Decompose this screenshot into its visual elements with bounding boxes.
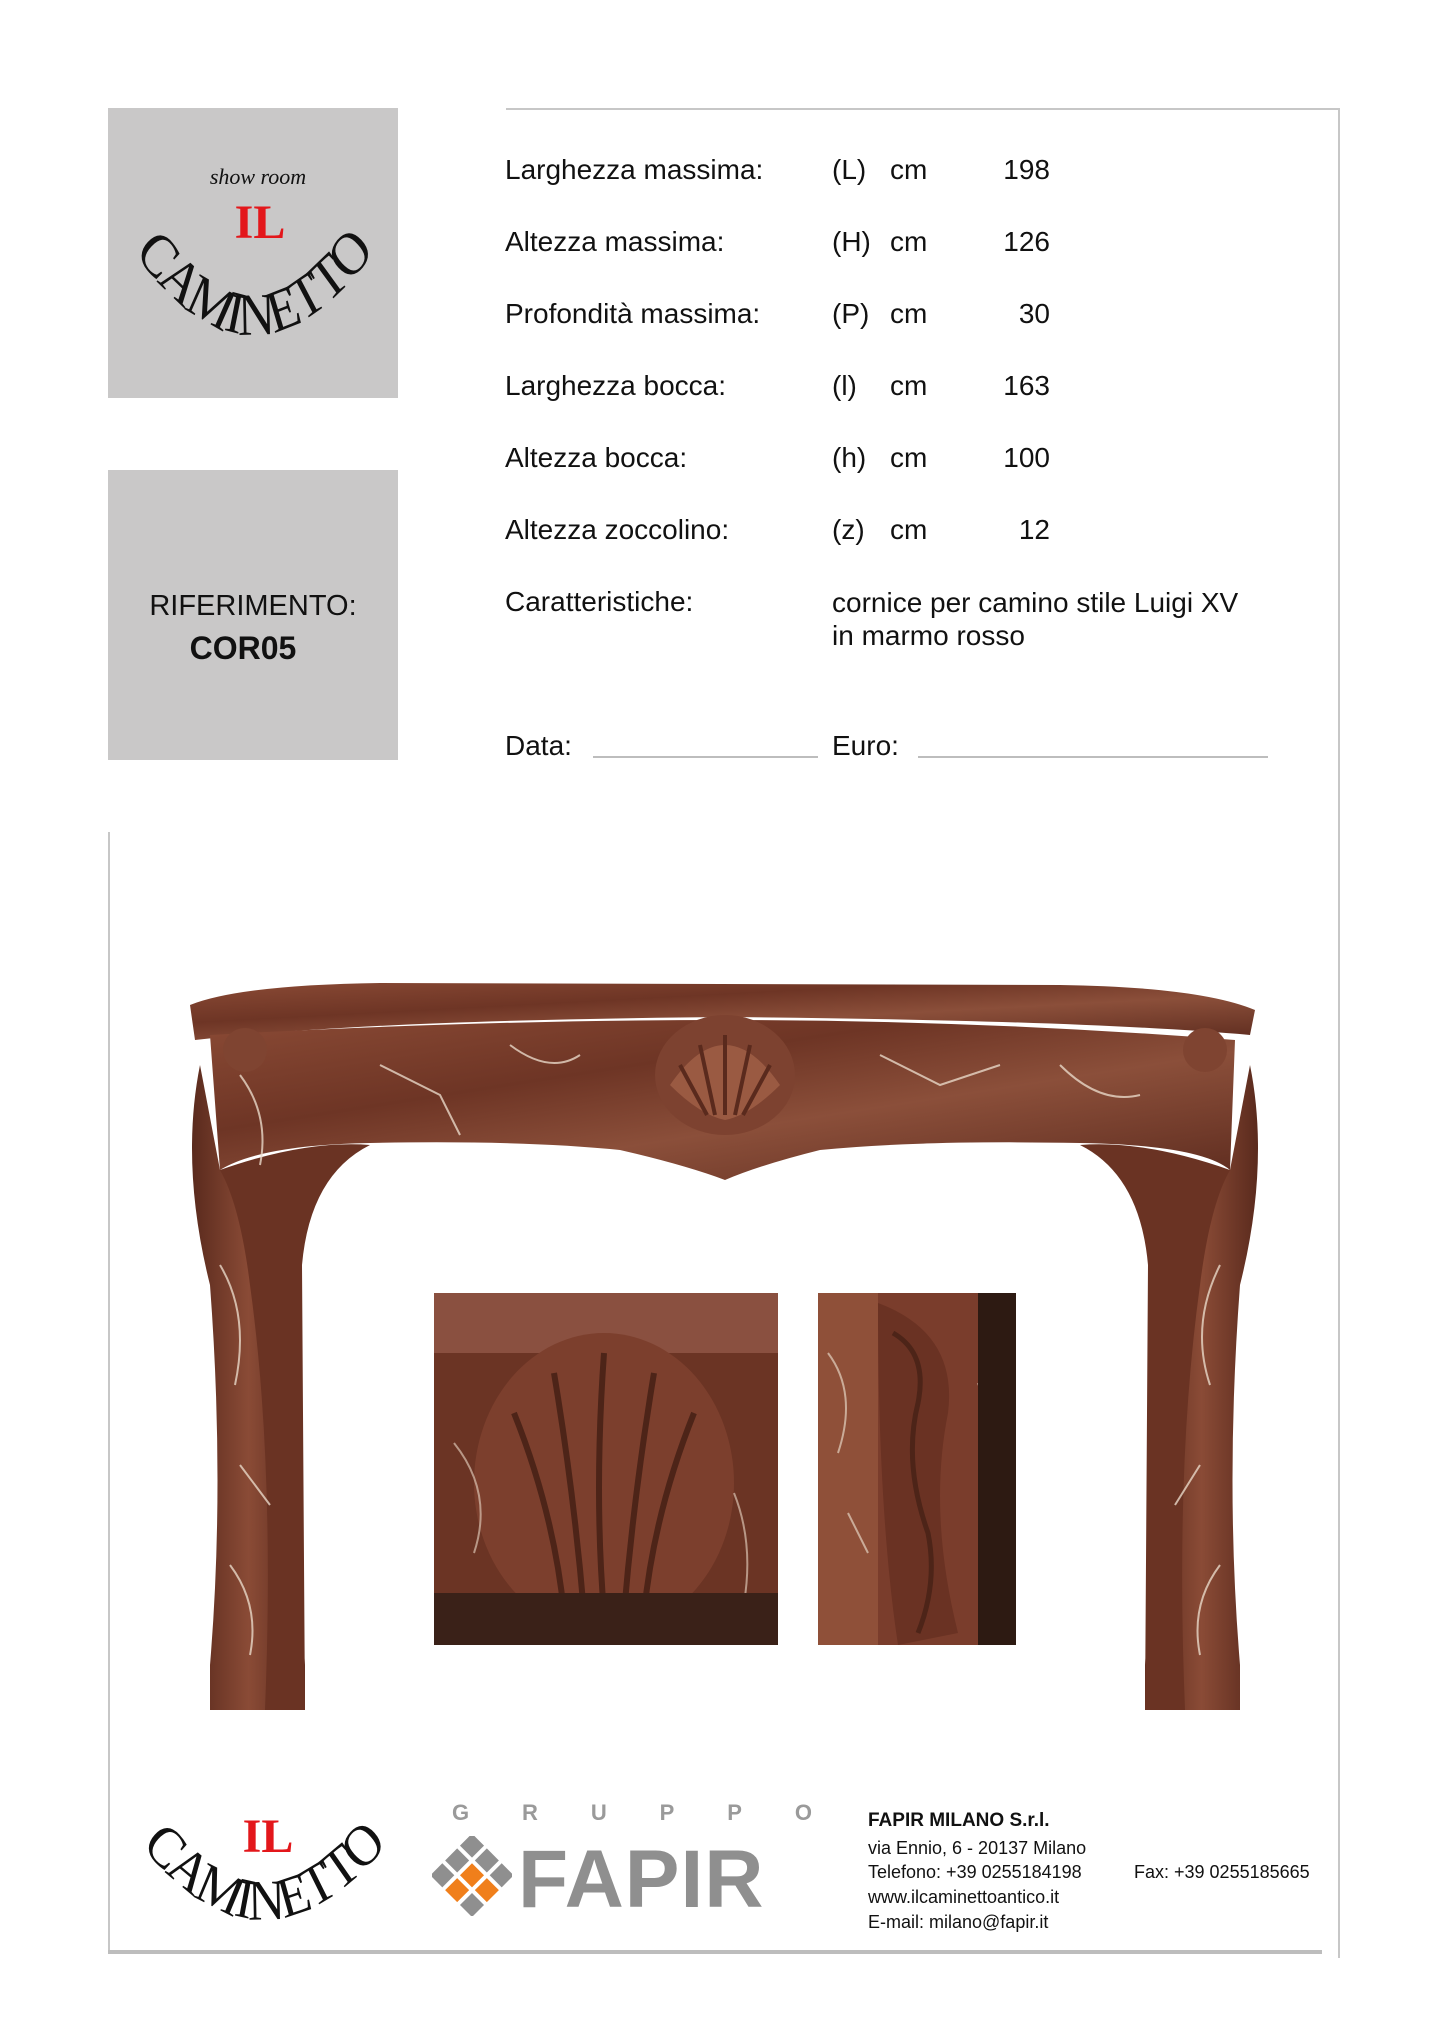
gruppo-letter: G xyxy=(452,1800,470,1825)
spec-label: Profondità massima: xyxy=(505,298,761,329)
right-scroll-ornament xyxy=(1183,1028,1227,1072)
spec-value: 30 xyxy=(1018,298,1050,329)
spec-label: Altezza bocca: xyxy=(505,442,688,473)
features-line-1: cornice per camino stile Luigi XV xyxy=(832,587,1239,618)
spec-unit: cm xyxy=(890,226,928,257)
footer-logo-il: IL xyxy=(242,1810,294,1863)
spec-symbol: (H) xyxy=(832,226,871,257)
detail-photo-shell xyxy=(434,1293,778,1645)
spec-symbol: (L) xyxy=(832,154,867,185)
footer-logo-caminetto: CAMINETTO xyxy=(133,1809,395,1933)
company-email[interactable]: E-mail: milano@fapir.it xyxy=(868,1912,1049,1932)
frame-right-line xyxy=(1338,108,1340,1958)
footer-il-caminetto-logo xyxy=(118,1800,408,1950)
gruppo-letter: U xyxy=(590,1800,607,1825)
spec-value: 100 xyxy=(1003,442,1050,473)
price-label: Euro: xyxy=(832,730,899,761)
reference-code: COR05 xyxy=(189,630,297,666)
gruppo-lettering xyxy=(452,1800,812,1826)
frame-left-line xyxy=(108,832,110,1952)
showroom-logo-panel xyxy=(108,108,398,398)
fapir-diamond-icon xyxy=(432,1836,512,1916)
date-label: Data: xyxy=(505,730,572,761)
gruppo-letter: O xyxy=(794,1800,812,1825)
spec-unit: cm xyxy=(890,154,928,185)
spec-value: 163 xyxy=(1003,370,1050,401)
frame-top-line xyxy=(506,108,1340,110)
footer-right-line xyxy=(1338,1808,1340,1958)
spec-unit: cm xyxy=(890,370,928,401)
left-scroll-ornament xyxy=(223,1028,267,1072)
company-fax: Fax: +39 0255185665 xyxy=(1134,1862,1310,1882)
spec-symbol: (z) xyxy=(832,514,865,545)
gruppo-fapir-logo xyxy=(432,1800,832,1950)
company-phone: Telefono: +39 0255184198 xyxy=(868,1862,1082,1882)
price-field-line[interactable] xyxy=(918,756,1268,758)
spec-unit: cm xyxy=(890,298,928,329)
spec-symbol: (P) xyxy=(832,298,870,329)
company-name: FAPIR MILANO S.r.l. xyxy=(868,1810,1050,1831)
fapir-wordmark: FAPIR xyxy=(518,1834,765,1925)
company-website[interactable]: www.ilcaminettoantico.it xyxy=(868,1887,1060,1907)
spec-value: 198 xyxy=(1003,154,1050,185)
frame-bottom-line xyxy=(108,1950,1322,1954)
logo-caminetto: CAMINETTO xyxy=(125,217,383,349)
spec-value: 126 xyxy=(1003,226,1050,257)
logo-tagline: show room xyxy=(209,164,307,189)
spec-unit: cm xyxy=(890,442,928,473)
features-description xyxy=(832,586,1342,652)
logo-il: IL xyxy=(234,196,286,249)
features-label: Caratteristiche: xyxy=(505,586,694,617)
spec-label: Altezza zoccolino: xyxy=(505,514,730,545)
spec-unit: cm xyxy=(890,514,928,545)
spec-label: Larghezza massima: xyxy=(505,154,764,185)
reference-label: RIFERIMENTO: xyxy=(149,590,357,622)
spec-label: Altezza massima: xyxy=(505,226,725,257)
carved-shell-ornament xyxy=(655,1015,795,1135)
spec-label: Larghezza bocca: xyxy=(505,370,727,401)
date-field-line[interactable] xyxy=(593,756,818,758)
spec-symbol: (l) xyxy=(832,370,857,401)
spec-value: 12 xyxy=(1018,514,1050,545)
features-line-2: in marmo rosso xyxy=(832,620,1025,651)
gruppo-letter: R xyxy=(522,1800,538,1825)
company-address: via Ennio, 6 - 20137 Milano xyxy=(868,1838,1087,1858)
il-caminetto-logo xyxy=(108,108,398,398)
detail-photo-leg xyxy=(818,1293,1016,1645)
gruppo-letter: P xyxy=(659,1800,675,1825)
spec-symbol: (h) xyxy=(832,442,867,473)
gruppo-letter: P xyxy=(727,1800,742,1825)
reference-panel xyxy=(108,470,398,760)
